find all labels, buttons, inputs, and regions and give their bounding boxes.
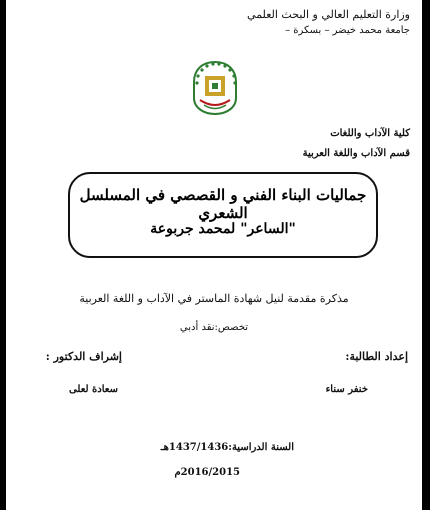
department-name: قسم الآداب واللغة العربية — [302, 148, 410, 159]
specialty: تخصص:نقد أدبي — [179, 322, 249, 333]
supervisor-label: إشراف الدكتور : — [45, 350, 122, 363]
document-page — [6, 0, 422, 510]
faculty-name: كلية الآداب واللغات — [330, 128, 410, 139]
thesis-title-line2: "الساعر" لمحمد جربوعة — [150, 221, 296, 237]
thesis-title-box — [68, 172, 378, 258]
university-name: جامعة محمد خيضر – بسكرة – — [285, 25, 410, 36]
prepared-by-label: إعداد الطالبة: — [345, 350, 408, 363]
academic-year-hijri: السنة الدراسية:1437/1436هـ — [160, 442, 294, 453]
student-name: خنفر سناء — [325, 384, 368, 395]
memo-description: مذكرة مقدمة لنيل شهادة الماستر في الآداب و اللغة العربية — [79, 292, 349, 305]
thesis-title-line1: جماليات البناء الفني و القصصي في المسلسل الشعري — [79, 186, 367, 222]
academic-year-gregorian: 2016/2015م — [174, 467, 240, 478]
university-logo-icon — [192, 60, 238, 116]
supervisor-name: سعادة لعلى — [69, 384, 118, 395]
ministry-name: وزارة التعليم العالي و البحث العلمي — [247, 8, 410, 21]
